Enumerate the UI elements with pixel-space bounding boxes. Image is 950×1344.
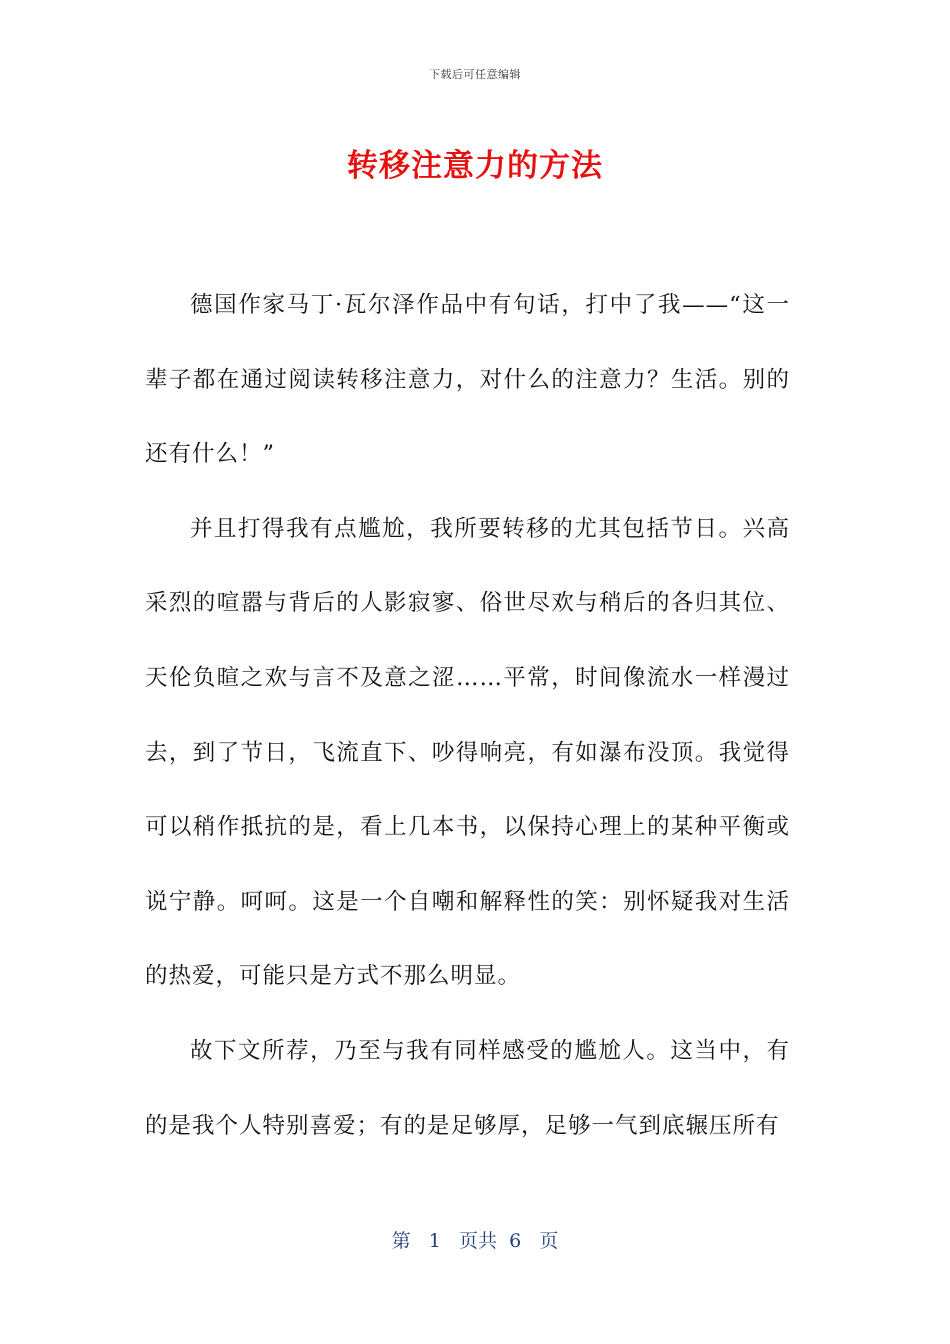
paragraph-3: 故下文所荐，乃至与我有同样感受的尴尬人。这当中，有的是我个人特别喜爱；有的是足够厚，足够一气到底辗压所有 bbox=[145, 1037, 790, 1139]
document-title: 转移注意力的方法 bbox=[347, 148, 603, 184]
footer-current-page: 1 bbox=[428, 1230, 441, 1252]
document-body bbox=[145, 268, 790, 1163]
paragraph-1: 德国作家马丁·瓦尔泽作品中有句话，打中了我——“这一辈子都在通过阅读转移注意力，对什么的注意力？生活。别的还有什么！” bbox=[145, 292, 790, 468]
footer-middle: 页共 bbox=[459, 1230, 498, 1252]
paragraph-2: 并且打得我有点尴尬，我所要转移的尤其包括节日。兴高采烈的喧嚣与背后的人影寂寥、俗世尽欢与稍后的各归其位、天伦负暄之欢与言不及意之涩……平常，时间像流水一样漫过去，到了节日，飞流直下、吵得响亮，有如瀑布没顶。我觉得可以稍作抵抗的是，看上几本书，以保持心理上的某种平衡或说宁静。呵呵。这是一个自嘲和解释性的笑：别怀疑我对生活的热爱，可能只是方式不那么明显。 bbox=[145, 515, 790, 990]
footer-suffix: 页 bbox=[539, 1230, 559, 1252]
page-footer bbox=[0, 1226, 950, 1253]
header-note: 下载后可任意编辑 bbox=[429, 68, 521, 81]
footer-prefix: 第 bbox=[391, 1230, 411, 1252]
footer-total-pages: 6 bbox=[509, 1230, 522, 1252]
